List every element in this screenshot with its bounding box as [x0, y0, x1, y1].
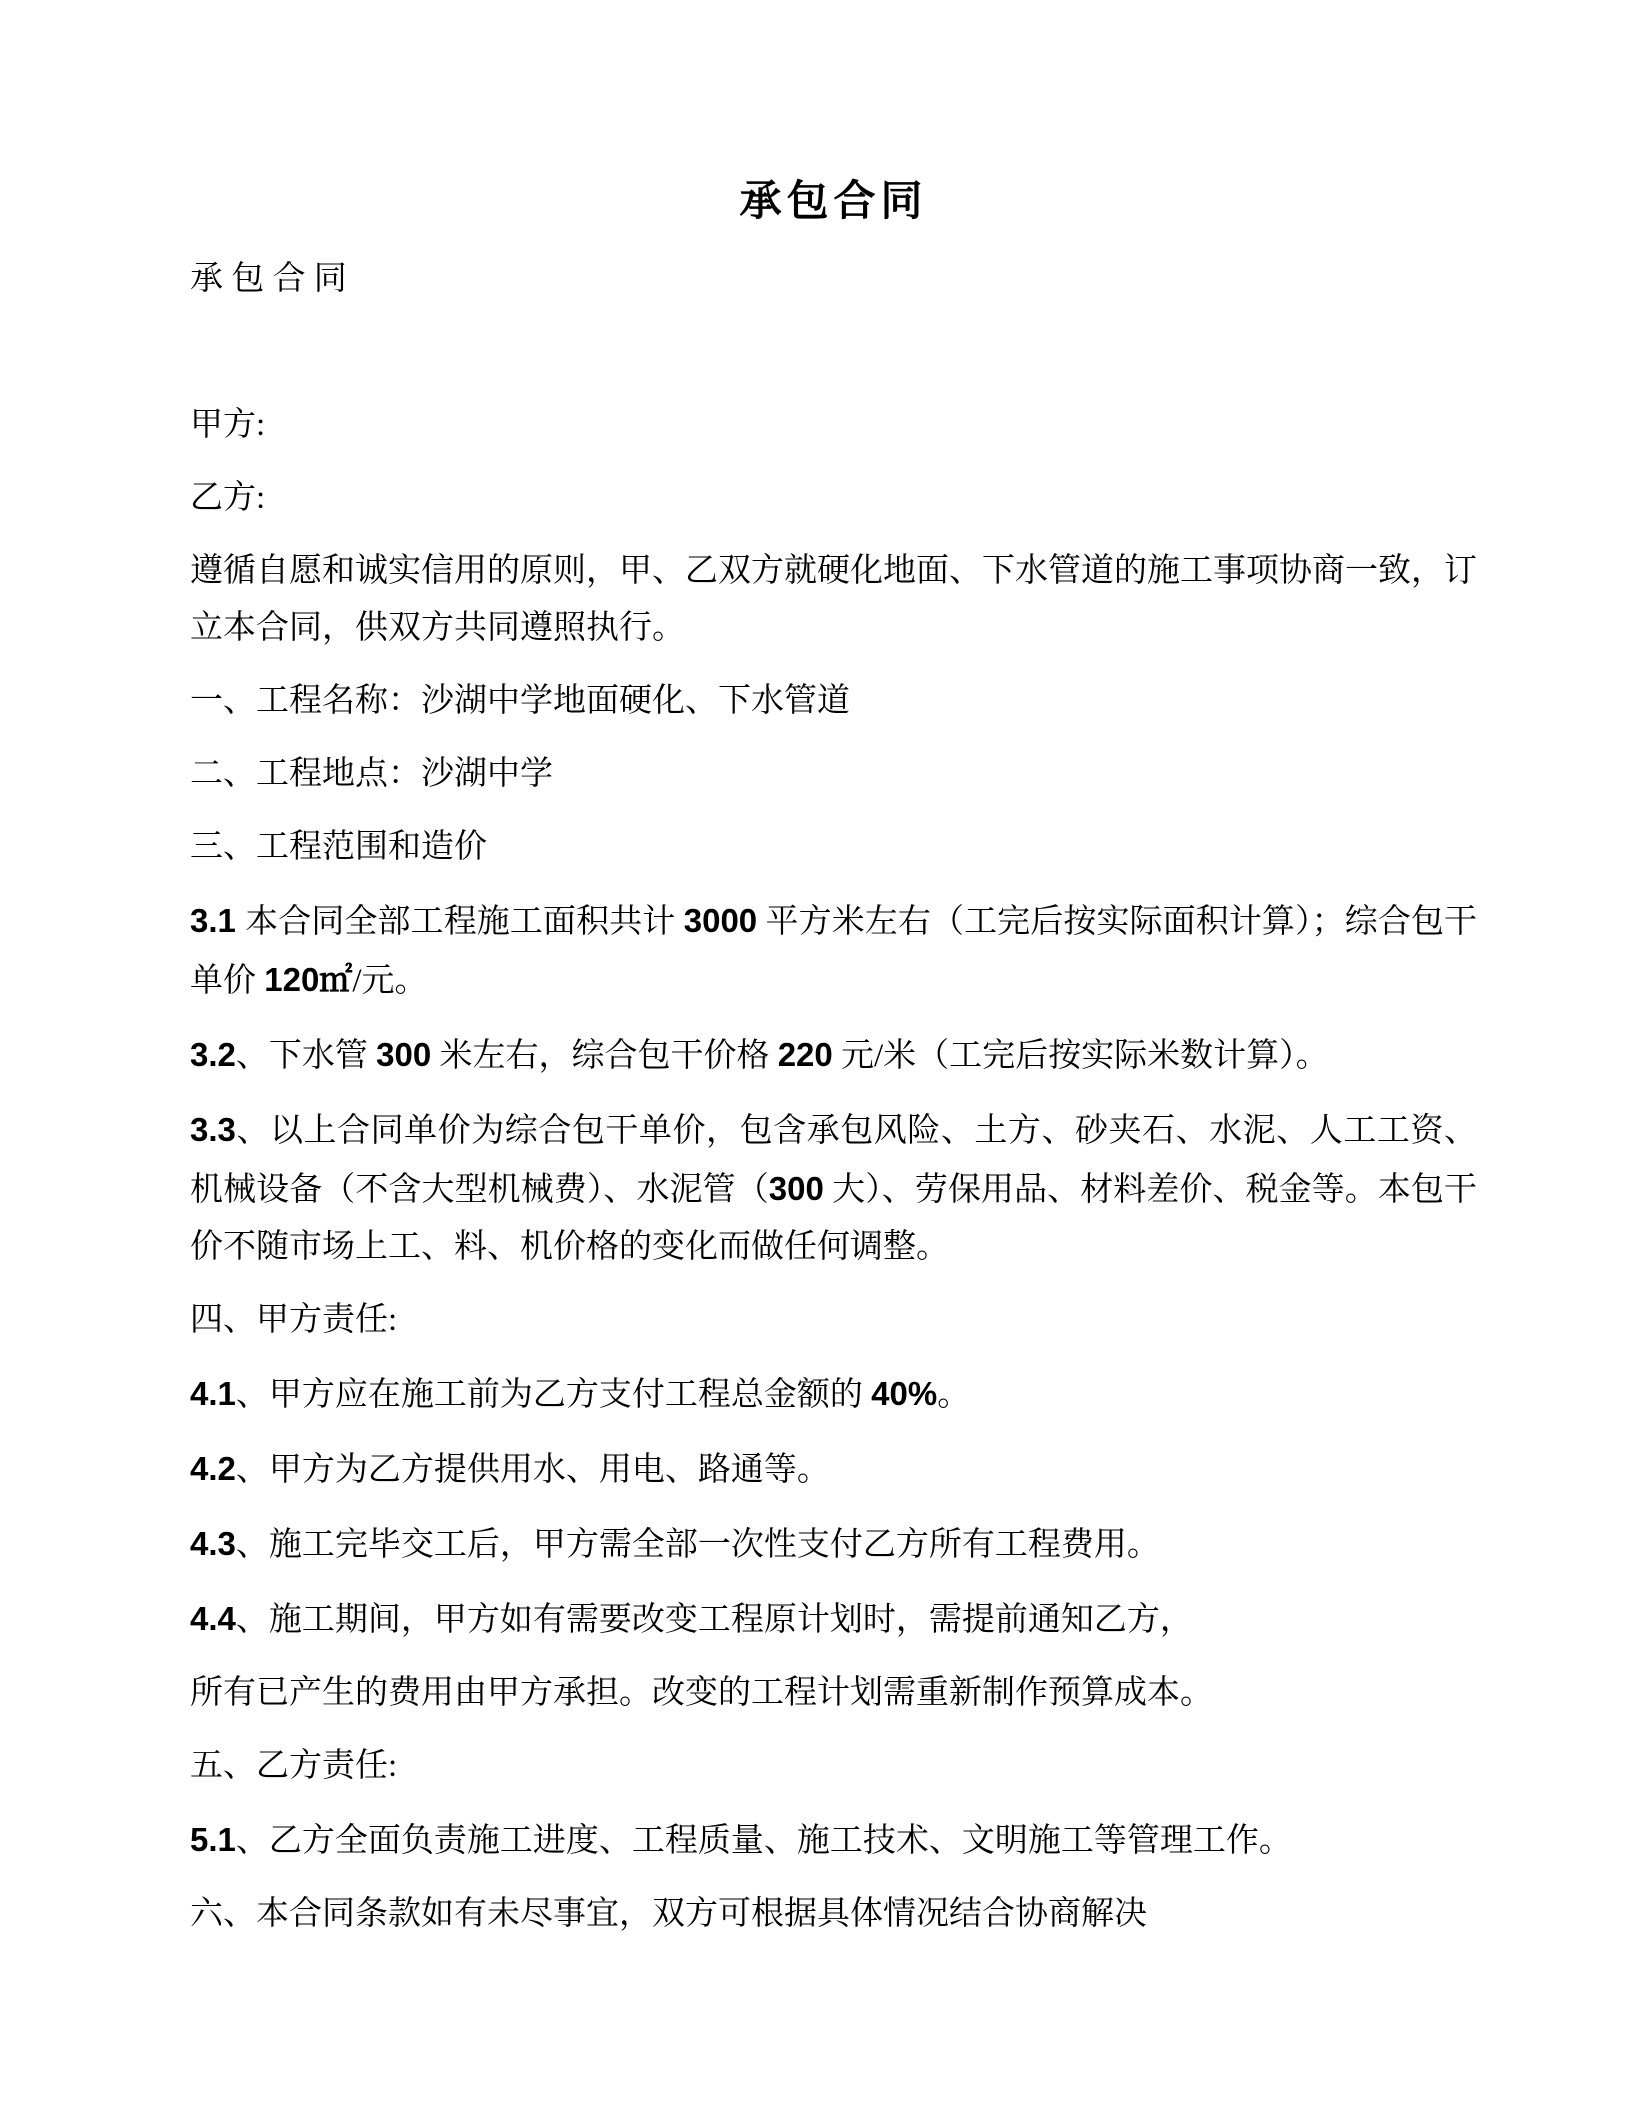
section-2-heading: 二、工程地点：沙湖中学: [190, 756, 553, 792]
section-5-heading: 五、乙方责任:: [190, 1748, 398, 1784]
clause-4-1: 4.1、甲方应在施工前为乙方支付工程总金额的 40%。: [190, 1375, 971, 1413]
doc-title: 承包合同: [739, 177, 928, 224]
clause-4-2: 4.2、甲方为乙方提供用水、用电、路通等。: [190, 1450, 830, 1488]
section-1-heading: 一、工程名称：沙湖中学地面硬化、下水管道: [190, 683, 850, 719]
clause-4-4: 4.4、施工期间，甲方如有需要改变工程原计划时，需提前通知乙方，: [190, 1600, 1193, 1638]
intro-paragraph: 遵循自愿和诚实信用的原则，甲、乙双方就硬化地面、下水管道的施工事项协商一致，订立本合同，供双方共同遵照执行。: [190, 553, 1477, 646]
clause-4-3: 4.3、施工完毕交工后，甲方需全部一次性支付乙方所有工程费用。: [190, 1525, 1160, 1563]
clause-3-2: 3.2、下水管 300 米左右，综合包干价格 220 元/米（工完后按实际米数计算）。: [190, 1036, 1329, 1074]
party-a-line: 甲方:: [190, 407, 266, 443]
clause-3-1: 3.1 本合同全部工程施工面积共计 3000 平方米左右（工完后按实际面积计算）；综合包干单价 120㎡/元。: [190, 902, 1478, 999]
section-3-heading: 三、工程范围和造价: [190, 829, 487, 865]
party-b-line: 乙方:: [190, 480, 266, 516]
doc-subtitle: 承 包 合 同: [190, 261, 347, 297]
clause-3-3: 3.3、以上合同单价为综合包干单价，包含承包风险、土方、砂夹石、水泥、人工工资、机械设备（不含大型机械费）、水泥管（300 大）、劳保用品、材料差价、税金等。本包干价不随市场上工、料、机价格的变化而做任何调整。: [190, 1111, 1478, 1265]
section-6-heading: 六、本合同条款如有未尽事宜，双方可根据具体情况结合协商解决: [190, 1896, 1147, 1932]
blank-line: [190, 324, 1477, 381]
clause-4-4-continuation: 所有已产生的费用由甲方承担。改变的工程计划需重新制作预算成本。: [190, 1675, 1213, 1711]
clause-5-1: 5.1、乙方全面负责施工进度、工程质量、施工技术、文明施工等管理工作。: [190, 1821, 1292, 1859]
section-4-heading: 四、甲方责任:: [190, 1302, 398, 1338]
